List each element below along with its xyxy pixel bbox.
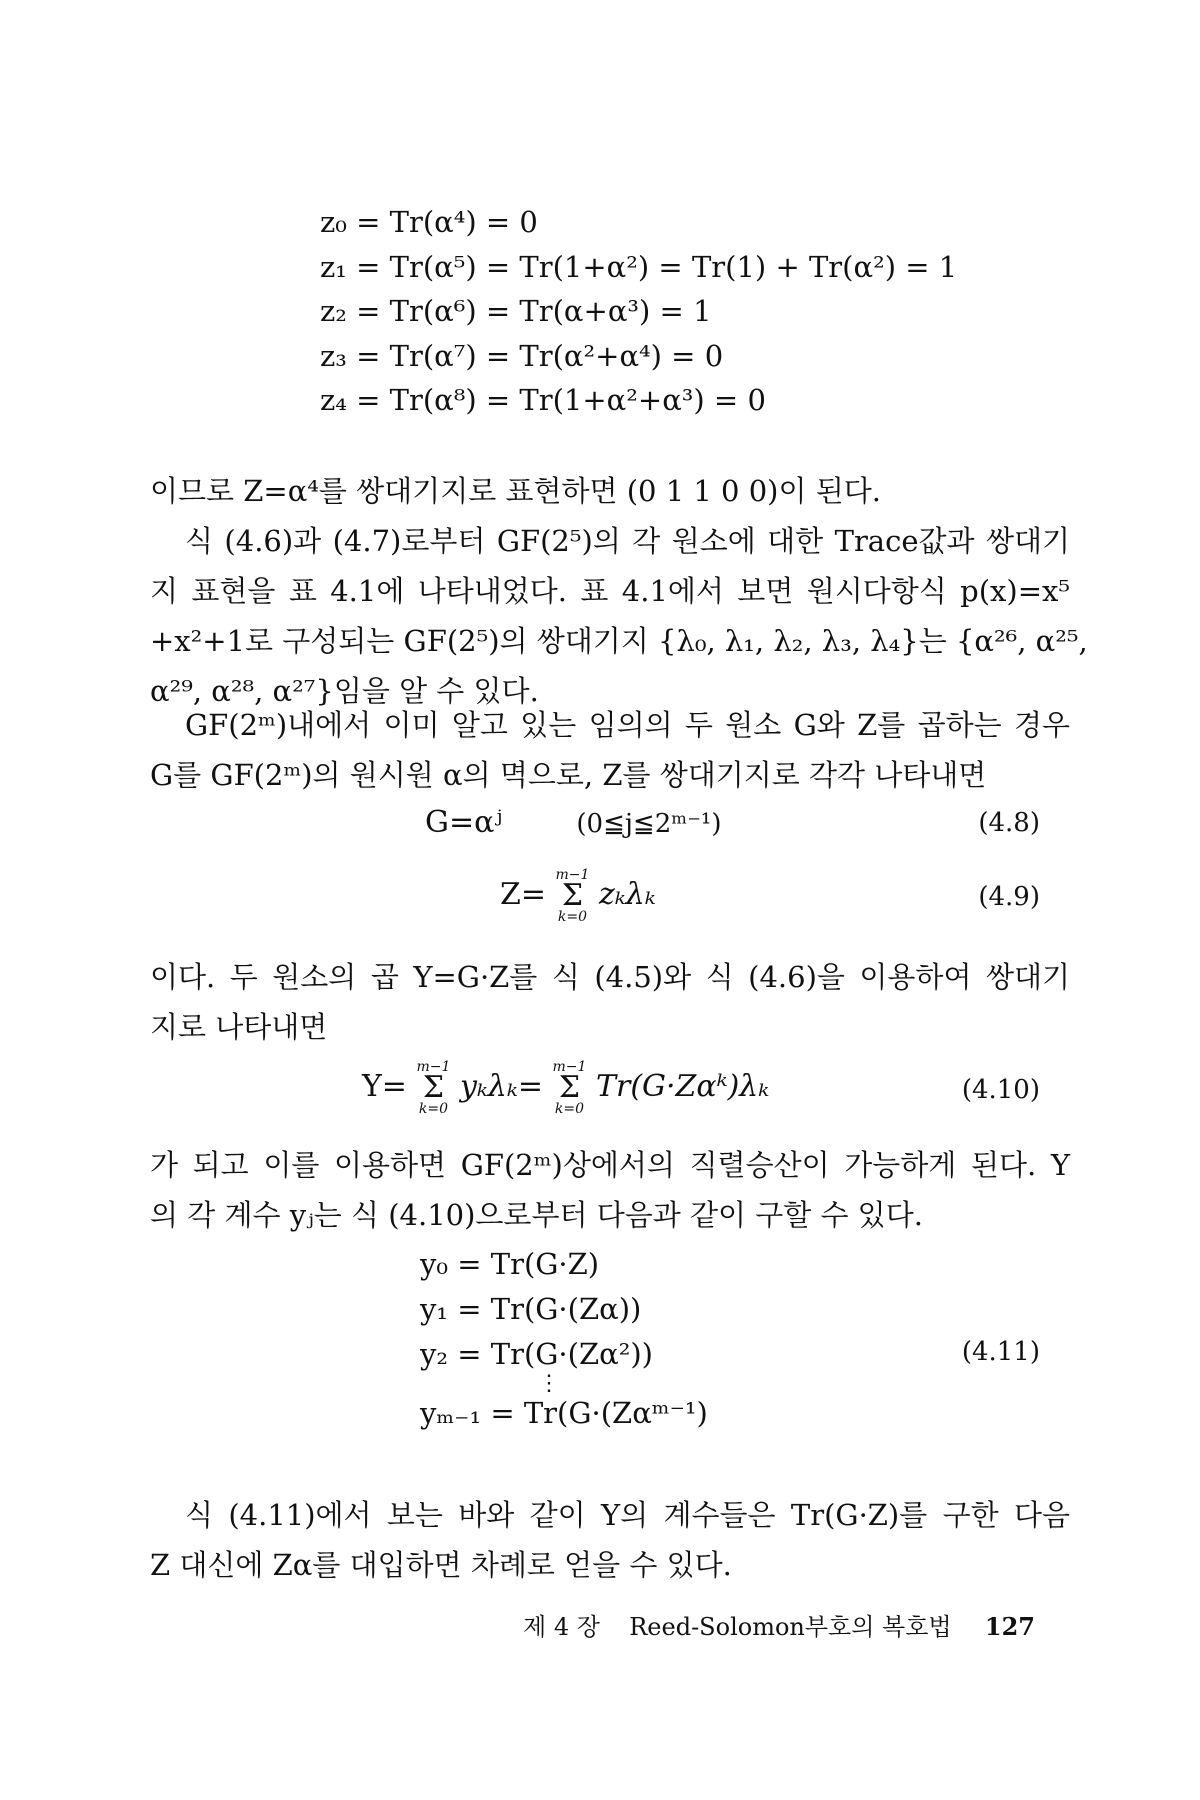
text-line: G를 GF(2ᵐ)의 원시원 α의 멱으로, Z를 쌍대기지로 각각 나타내면: [150, 758, 987, 792]
sum-upper-limit: m−1: [555, 867, 590, 883]
trace-equations-z: [320, 200, 957, 423]
text-line: 식 (4.11)에서 보는 바와 같이 Y의 계수들은 Tr(G·Z)를 구한 다음: [185, 1498, 1070, 1532]
sigma-symbol: Σ: [422, 1070, 445, 1105]
text-line: 식 (4.6)과 (4.7)로부터 GF(2⁵)의 각 원소에 대한 Trace값과 쌍대기: [185, 524, 1070, 558]
sigma-symbol: Σ: [561, 878, 584, 913]
equation-line: z₂ = Tr(α⁶) = Tr(α+α³) = 1: [320, 294, 712, 328]
equation-number: (4.8): [978, 808, 1040, 838]
text-line: 의 각 계수 yⱼ는 식 (4.10)으로부터 다음과 같이 구할 수 있다.: [150, 1198, 923, 1232]
chapter-label: 제 4 장: [523, 1613, 600, 1641]
equation-middle: yₖλₖ=: [459, 1069, 543, 1104]
equation-condition: (0≦j≦2ᵐ⁻¹): [576, 809, 722, 839]
sigma-symbol: Σ: [558, 1070, 581, 1105]
equation-4-11: [420, 1242, 708, 1436]
equation-line: z₀ = Tr(α⁴) = 0: [320, 205, 538, 239]
summation: [556, 868, 590, 924]
equation-number: (4.11): [961, 1337, 1040, 1367]
paragraph: [150, 1490, 1070, 1590]
equation-line: z₃ = Tr(α⁷) = Tr(α²+α⁴) = 0: [320, 338, 724, 373]
equation-line: yₘ₋₁ = Tr(G·(Zαᵐ⁻¹): [420, 1396, 708, 1430]
page-number: 127: [984, 1612, 1035, 1641]
equation-body: Tr(G·Zαᵏ)λₖ: [595, 1069, 770, 1104]
equation-body: G=αʲ: [425, 805, 503, 840]
equation-line: z₄ = Tr(α⁸) = Tr(1+α²+α³) = 0: [320, 383, 766, 417]
paragraph: [150, 1140, 1070, 1240]
paragraph: [150, 700, 1070, 800]
equation-lhs: Z=: [500, 877, 546, 912]
vertical-ellipsis: ⋮: [538, 1371, 560, 1396]
text-line: GF(2ᵐ)내에서 이미 알고 있는 임의의 두 원소 G와 Z를 곱하는 경우: [185, 708, 1070, 742]
text-line: α²⁹, α²⁸, α²⁷}임을 알 수 있다.: [150, 674, 539, 708]
text-line: 가 되고 이를 이용하면 GF(2ᵐ)상에서의 직렬승산이 가능하게 된다. Y: [150, 1148, 1070, 1182]
paragraph: [150, 952, 1070, 1052]
text-line: +x²+1로 구성되는 GF(2⁵)의 쌍대기지 {λ₀, λ₁, λ₂, λ₃, λ₄}는 {α²⁶, α²⁵,: [150, 624, 1088, 658]
equation-4-10: [362, 1060, 769, 1116]
equation-line: z₁ = Tr(α⁵) = Tr(1+α²) = Tr(1) + Tr(α²) = 1: [320, 249, 958, 284]
equation-line: y₂ = Tr(G·(Zα²)): [420, 1337, 653, 1371]
sum-lower-limit: k=0: [418, 1101, 449, 1117]
text-line: 지로 나타내면: [150, 1010, 328, 1044]
equation-body: zₖλₖ: [599, 877, 656, 912]
text-line: 이므로 Z=α⁴를 쌍대기지로 표현하면 (0 1 1 0 0)이 된다.: [150, 474, 881, 508]
summation: [417, 1060, 451, 1116]
paragraph: [150, 466, 1088, 716]
summation: [553, 1060, 587, 1116]
equation-line: y₀ = Tr(G·Z): [420, 1247, 600, 1281]
sum-upper-limit: m−1: [552, 1059, 587, 1075]
equation-number: (4.9): [978, 882, 1040, 912]
sum-upper-limit: m−1: [416, 1059, 451, 1075]
chapter-title: Reed-Solomon부호의 복호법: [629, 1613, 952, 1641]
text-line: 지 표현을 표 4.1에 나타내었다. 표 4.1에서 보면 원시다항식 p(x)=x⁵: [150, 574, 1070, 608]
equation-4-9: [500, 868, 656, 924]
equation-lhs: Y=: [362, 1069, 407, 1104]
running-footer: [523, 1607, 1035, 1642]
equation-4-8: [425, 805, 722, 840]
equation-line: y₁ = Tr(G·(Zα)): [420, 1292, 642, 1326]
sum-lower-limit: k=0: [557, 909, 588, 925]
text-line: 이다. 두 원소의 곱 Y=G·Z를 식 (4.5)와 식 (4.6)을 이용하여 쌍대기: [150, 960, 1070, 994]
text-line: Z 대신에 Zα를 대입하면 차례로 얻을 수 있다.: [150, 1548, 732, 1582]
equation-number: (4.10): [961, 1075, 1040, 1105]
sum-lower-limit: k=0: [554, 1101, 585, 1117]
